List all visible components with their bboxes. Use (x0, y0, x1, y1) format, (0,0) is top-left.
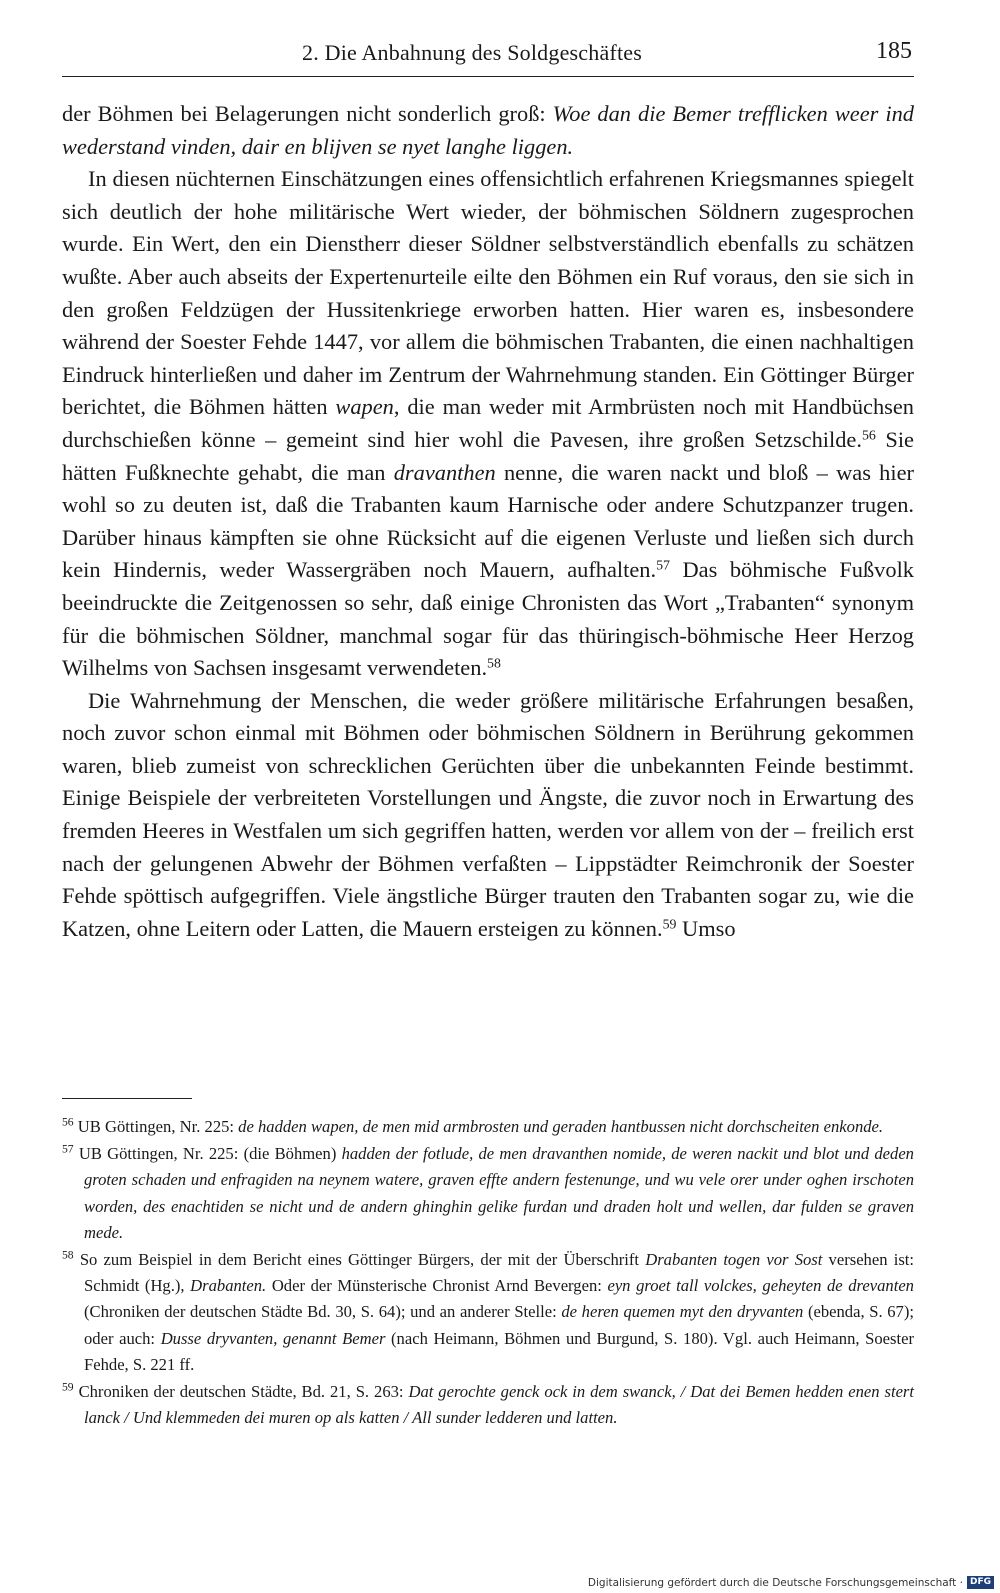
quote-italic: de hadden wapen, de men mid armbrosten und geraden hantbussen nicht dorchscheiten enkonde. (238, 1117, 884, 1136)
footnote-58 (62, 1247, 914, 1378)
quote-italic: Woe dan die Bemer trefflicken weer ind wederstand vinden, dair en blijven se nyet langhe liggen. (62, 101, 914, 159)
body-text (62, 98, 914, 945)
footnote-number: 59 (62, 1380, 74, 1394)
text-run: So zum Beispiel in dem Bericht eines Göttinger Bürgers, der mit der Überschrift (79, 1250, 646, 1270)
footnote-number: 58 (62, 1248, 74, 1262)
text-run: (Chroniken der deutschen Städte Bd. 30, S. 64); und an anderer Stelle: (84, 1302, 562, 1322)
dfg-logo-icon: DFG (967, 1576, 994, 1589)
term-italic: wapen (335, 394, 394, 420)
footnotes (62, 1114, 914, 1432)
footnote-59 (62, 1379, 914, 1431)
footnote-ref-57: 57 (656, 558, 670, 574)
text-run: Oder der Münsterische Chronist Arnd Bevergen: (266, 1276, 608, 1296)
credit-text: Digitalisierung gefördert durch die Deutsche Forschungsgemeinschaft · (587, 1576, 963, 1589)
text-run: UB Göttingen, Nr. 225: (77, 1117, 239, 1136)
text-run: Sie hätten Fußknechte gehabt, die man (62, 426, 914, 485)
text-run: Das böhmische Fußvolk beeindruckte die Zeitgenossen so sehr, daß einige Chronisten das Wort „Trabanten“ synonym für die böhmischen Söldner, manchmal sogar für das thüringisch-böhmische Heer Herzog Wilhelms von Sachsen insgesamt verwendeten. (62, 557, 914, 681)
quote-italic: Drabanten. (190, 1276, 267, 1296)
text-run: Chroniken der deutschen Städte, Bd. 21, S. 263: (78, 1382, 409, 1402)
footnote-number: 56 (62, 1115, 74, 1129)
footnote-separator (62, 1098, 192, 1099)
term-italic: dravanthen (393, 459, 496, 485)
text-run: Die Wahrnehmung der Menschen, die weder größere militärische Erfahrungen besaßen, noch zuvor schon einmal mit Böhmen oder böhmischen Söldnern in Berührung gekommen waren, blieb zumeist von schrecklichen Gerüchten über die unbekannten Feinde bestimmt. Einige Beispiele der verbreiteten Vorstellungen und Ängste, die zuvor noch in Erwartung des fremden Heeres in Westfalen um sich gegriffen hatten, werden vor allem von der – freilich erst nach der gelungenen Abwehr der Böhmen verfaßten – Lippstädter Reimchronik der Soester Fehde spöttisch aufgegriffen. Viele ängstliche Bürger trauten den Trabanten sogar zu, wie die Katzen, ohne Leitern oder Latten, die Mauern ersteigen zu können. (62, 687, 914, 941)
text-run: , die man weder mit Armbrüsten noch mit Handbüchsen durchschießen könne – gemeint sind hier wohl die Pavesen, ihre großen Setzschilde. (62, 394, 914, 452)
digitization-credit (588, 1576, 994, 1589)
quote-italic: Dusse dryvanten, genannt Bemer (160, 1328, 386, 1348)
quote-italic: de heren quemen myt den dryvanten (561, 1302, 804, 1322)
footnote-ref-58: 58 (487, 656, 501, 672)
text-run: versehen ist: Schmidt (Hg.), (84, 1250, 914, 1296)
quote-italic: Dat gerochte genck ock in dem swanck, / Dat dei Bemen hedden enen stert lanck / Und klemmeden dei muren op als katten / All sunder ledderen und latten. (84, 1382, 914, 1428)
text-run: In diesen nüchternen Einschätzungen eines offensichtlich erfahrenen Kriegsmannes spiegelt sich deutlich der hohe militärische Wert wieder, der böhmischen Söldnern zugesprochen wurde. Ein Wert, den ein Dienstherr dieser Söldner selbstverständlich ebenfalls zu schätzen wußte. Aber auch abseits der Expertenurteile eilte den Böhmen ein Ruf voraus, den sie sich in den großen Feldzügen der Hussitenkriege erworben hatten. Hier waren es, insbesondere während der Soester Fehde 1447, vor allem die böhmischen Trabanten, die einen nachhaltigen Eindruck hinterließen und daher im Zentrum der Wahrnehmung standen. Ein Göttinger Bürger berichtet, die Böhmen hätten (62, 166, 914, 420)
running-header (62, 36, 914, 77)
footnote-number: 57 (62, 1142, 74, 1156)
text-run: UB Göttingen, Nr. 225: (die Böhmen) (78, 1144, 342, 1164)
footnote-ref-56: 56 (861, 428, 876, 444)
paragraph-1 (62, 98, 914, 163)
text-run: (ebenda, S. 67); oder auch: (84, 1302, 914, 1348)
quote-italic: eyn groet tall volckes, geheyten de drevanten (607, 1276, 914, 1296)
text-run: (nach Heimann, Böhmen und Burgund, S. 180). Vgl. auch Heimann, Soester Fehde, S. 221 ff. (84, 1328, 915, 1374)
text-run: der Böhmen bei Belagerungen nicht sonderlich groß: (62, 101, 553, 126)
quote-italic: hadden der fotlude, de men dravanthen nomide, de weren nackit und blot und deden groten schaden und enfragiden na neynem watere, graven effte andern festenunge, und wu vele orer under oghen irschoten worden, des enachtiden se nicht und de andern ghinghin gelike furdan und draden holt und wellen, dar fulden se graven mede. (84, 1144, 914, 1242)
quote-italic: Drabanten togen vor Sost (645, 1250, 823, 1270)
paragraph-2 (62, 163, 914, 685)
text-run: Umso (676, 915, 736, 941)
footnote-56 (62, 1114, 914, 1140)
page-number: 185 (876, 38, 912, 64)
running-title: 2. Die Anbahnung des Soldgeschäftes (302, 40, 642, 65)
text-run: nenne, die waren nackt und bloß – was hier wohl so zu deuten ist, daß die Trabanten kaum Harnische oder andere Schutzpanzer trugen. Darüber hinaus kämpften sie ohne Rücksicht auf die eigenen Verluste und ließen sich durch kein Hindernis, weder Wassergräben noch Mauern, aufhalten. (62, 459, 914, 583)
footnote-ref-59: 59 (662, 917, 677, 933)
footnote-57 (62, 1141, 914, 1246)
paragraph-3 (62, 685, 914, 946)
